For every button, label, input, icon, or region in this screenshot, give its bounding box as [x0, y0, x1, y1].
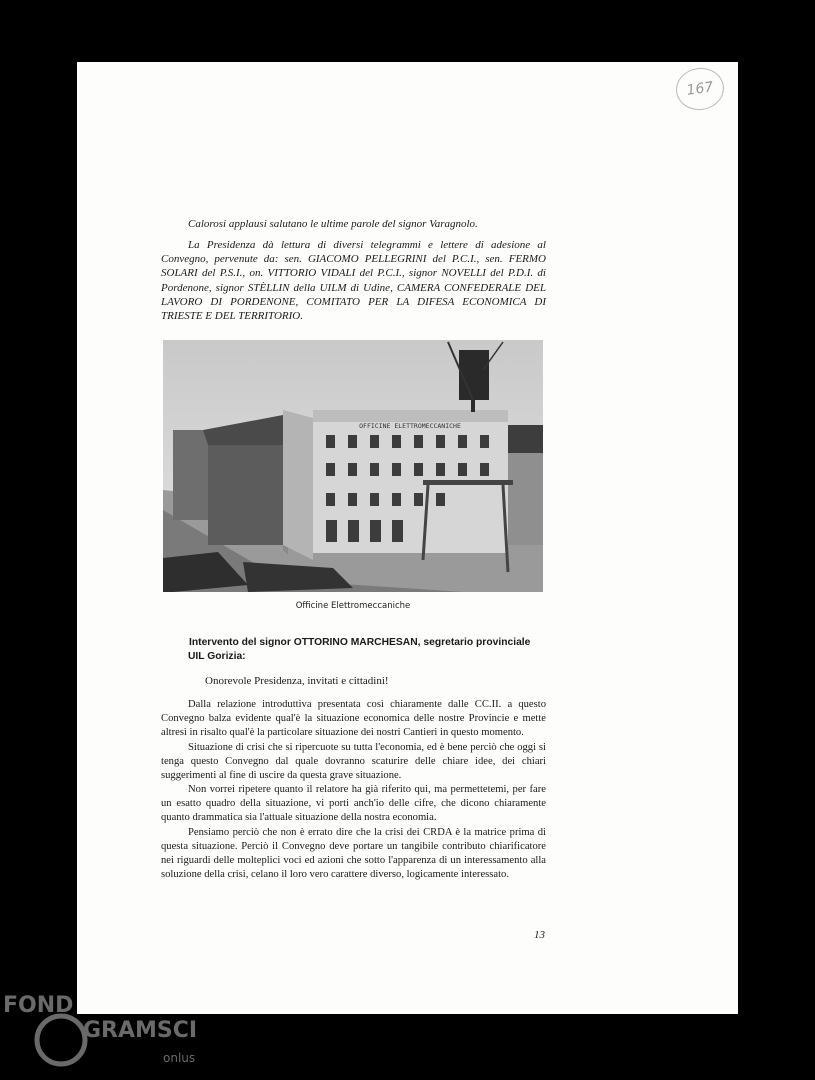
watermark-logo — [3, 990, 203, 1070]
page-number: 13 — [534, 929, 545, 941]
factory-photo-image — [163, 340, 543, 592]
greeting: Onorevole Presidenza, invitati e cittadini! — [205, 675, 389, 687]
speech-body — [161, 698, 546, 883]
body-paragraph: Situazione di crisi che si ripercuote su tutta l'economia, ed è bene perciò che oggi si tenga questo Convegno dal quale dovranno scaturire delle chiare idee, dei chiari suggerimenti al fine di uscire da questa grave situazione. — [161, 741, 546, 781]
watermark-word2: GRAMSCI — [83, 1018, 198, 1043]
speech-heading-line1: Intervento del signor OTTORINO MARCHESAN, segretario provinciale — [189, 637, 531, 648]
archive-page-number: 167 — [673, 65, 726, 113]
building-sign: OFFICINE ELETTROMECCANICHE — [359, 422, 461, 430]
watermark-suffix: onlus — [163, 1051, 196, 1065]
speech-heading — [189, 636, 547, 664]
fondazione-gramsci-watermark — [3, 990, 203, 1070]
speech-heading-line2: UIL Gorizia: — [188, 651, 246, 662]
presidency-paragraph: La Presidenza dà lettura di diversi telegrammi e lettere di adesione al Convegno, pervenute da: sen. GIACOMO PELLEGRINI del P.C.I., sen. FERMO SOLARI del P.S.I., on. VITTORIO VIDALI del P.C.I., signor NOVELLI del P.D.I. di Pordenone, signor STÈLLIN della UILM di Udine, CAMERA CONFEDERALE DEL LAVORO DI PORDENONE, COMITATO PER LA DIFESA ECONOMICA DI TRIESTE E DEL TERRITORIO. — [161, 239, 546, 323]
photo-caption: Officine Elettromeccaniche — [295, 601, 411, 611]
factory-photo — [163, 340, 543, 592]
body-paragraph: Pensiamo perciò che non è errato dire che la crisi dei CRDA è la matrice prima di questa situazione. Perciò il Convegno deve portare un tangibile contributo chiarificatore nei riguardi delle molteplici voci ed azioni che sotto l'apparenza di un interessamento alla soluzione della crisi, celano il loro vero carattere diverso, logicamente interessato. — [161, 827, 546, 880]
applause-paragraph: Calorosi applausi salutano le ultime parole del signor Varagnolo. — [188, 218, 478, 230]
body-paragraph: Dalla relazione introduttiva presentata così chiaramente dalle CC.II. a questo Convegno balza evidente qual'è la situazione economica delle nostre Provincie e mette altresì in risalto qual'è la particolare situazione dei nostri Cantieri in questo momento. — [161, 699, 546, 738]
body-paragraph: Non vorrei ripetere quanto il relatore ha già riferito qui, ma permettetemi, per fare un esatto quadro della situazione, vi porti anch'io delle cifre, che dicono chiaramente quanto drammatica sia l'attuale situazione della nostra economia. — [161, 784, 546, 824]
watermark-word1: FOND — [3, 993, 74, 1018]
